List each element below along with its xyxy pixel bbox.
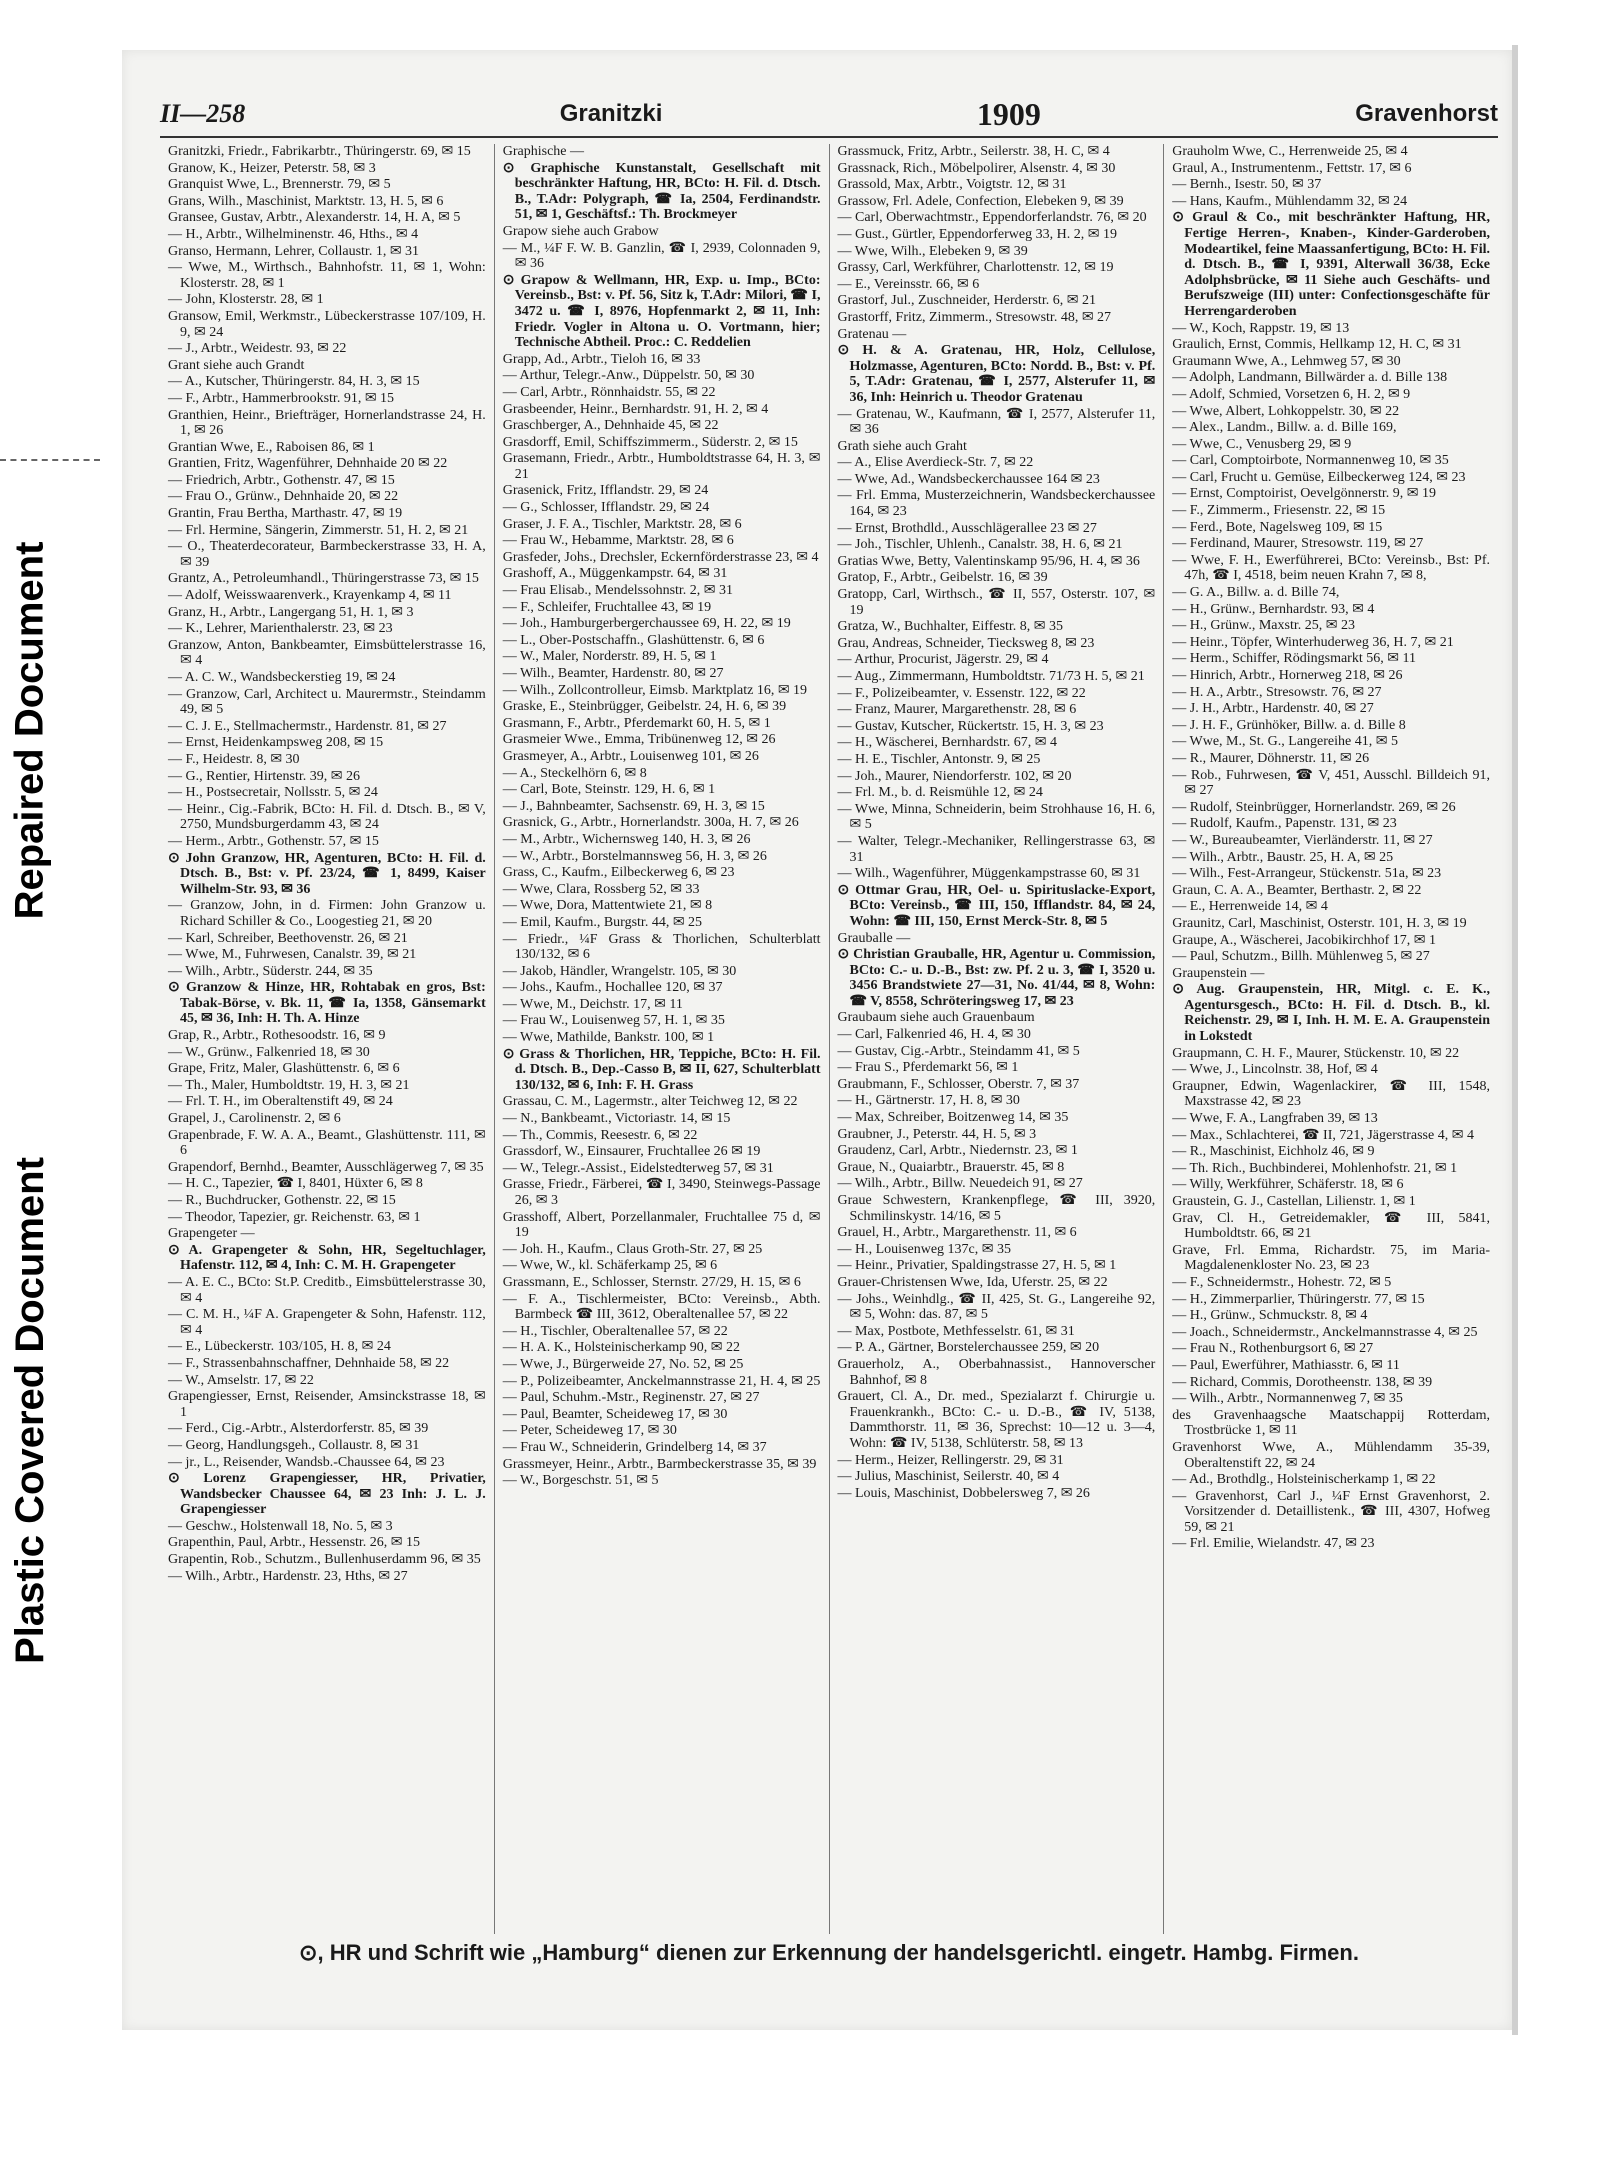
directory-entry: — Frl. T. H., im Oberaltenstift 49, ✉ 24	[168, 1094, 393, 1110]
directory-entry: Grauballe —	[837, 930, 911, 946]
directory-entry: — Rudolf, Steinbrügger, Hornerlandstr. 269, ✉ 26	[1172, 799, 1456, 815]
directory-entry: — Friedr., ¼F Grass & Thorlichen, Schulterblatt 130/132, ✉ 6	[502, 931, 821, 963]
directory-entry: — W., Maler, Norderstr. 89, H. 5, ✉ 1	[502, 649, 717, 665]
directory-entry: Grass, C., Kaufm., Eilbeckerweg 6, ✉ 23	[502, 865, 735, 881]
directory-entry: — Frau W., Hebamme, Marktstr. 28, ✉ 6	[502, 533, 734, 549]
directory-entry: — Gustav, Kutscher, Rückertstr. 15, H. 3, ✉ 23	[837, 718, 1104, 734]
directory-entry: — Herm., Arbtr., Gothenstr. 57, ✉ 15	[168, 833, 379, 849]
directory-entry: — M., ¼F F. W. B. Ganzlin, ☎ I, 2939, Colonnaden 9, ✉ 36	[502, 240, 821, 272]
directory-entry: — H., Grünw., Bernhardstr. 93, ✉ 4	[1172, 601, 1375, 617]
directory-entry: — Wilh., Arbtr., Normannenweg 7, ✉ 35	[1172, 1391, 1403, 1407]
directory-entry: — Wwe, M., Fuhrwesen, Canalstr. 39, ✉ 21	[168, 947, 417, 963]
directory-page	[122, 50, 1512, 2030]
directory-entry: — W., Arbtr., Borstelmannsweg 56, H. 3, ✉ 26	[502, 848, 767, 864]
directory-entry: — J., Bahnbeamter, Sachsenstr. 69, H. 3, ✉ 15	[502, 798, 765, 814]
directory-entry: — Johs., Weinhdlg., ☎ II, 425, St. G., Langereihe 92, ✉ 5, Wohn: das. 87, ✉ 5	[837, 1291, 1156, 1323]
directory-entry: des Gravenhaagsche Maatschappij Rotterdam, Trostbrücke 1, ✉ 11	[1172, 1407, 1490, 1439]
directory-entry: — R., Maurer, Döhnerstr. 11, ✉ 26	[1172, 750, 1370, 766]
directory-entry: — Ferd., Bote, Nagelsweg 109, ✉ 15	[1172, 519, 1383, 535]
directory-entry: — Frau N., Rothenburgsort 6, ✉ 27	[1172, 1341, 1374, 1357]
directory-entry: — Joh., Maurer, Niendorferstr. 102, ✉ 20	[837, 768, 1072, 784]
directory-entry: — H. A. K., Holsteinischerkamp 90, ✉ 22	[502, 1340, 741, 1356]
directory-entry: Gratenau —	[837, 326, 907, 342]
directory-entry: — Wwe, F. A., Langfraben 39, ✉ 13	[1172, 1111, 1378, 1127]
directory-entry: ⊙ Granzow & Hinze, HR, Rohtabak en gros, Bst: Tabak-Börse, v. Bk. 11, ☎ Ia, 1358, Gänsemarkt 45, ✉ 36, Inh: H. Th. A. Hinze	[168, 980, 486, 1027]
repaired-document-label	[8, 470, 52, 990]
directory-entry: ⊙ Ottmar Grau, HR, Oel- u. Spirituslacke-Export, BCto: Vereinsb., ☎ III, 150, Ifflandstr. 84, ✉ 24, Wohn: ☎ III, 150, Ernst Merck-Str. 8, ✉ 5	[837, 882, 1156, 929]
directory-entry: — K., Lehrer, Marienthalerstr. 23, ✉ 23	[168, 621, 393, 637]
cut-line	[0, 459, 100, 461]
directory-entry: — Frau S., Pferdemarkt 56, ✉ 1	[837, 1060, 1019, 1076]
directory-entry: Grant siehe auch Grandt	[168, 357, 305, 373]
directory-entry: Grassnack, Rich., Möbelpolirer, Alsenstr. 4, ✉ 30	[837, 160, 1116, 176]
directory-entry: — Friedrich, Arbtr., Gothenstr. 47, ✉ 15	[168, 472, 395, 488]
directory-entry: — Rob., Fuhrwesen, ☎ V, 451, Ausschl. Billdeich 91, ✉ 27	[1172, 767, 1490, 799]
directory-entry: — Paul, Schutzm., Billh. Mühlenweg 5, ✉ 27	[1172, 949, 1430, 965]
directory-entry: — L., Ober-Postschaffn., Glashüttenstr. 6, ✉ 6	[502, 632, 765, 648]
directory-entry: — E., Vereinsstr. 66, ✉ 6	[837, 276, 980, 292]
directory-entry: — R., Maschinist, Eichholz 46, ✉ 9	[1172, 1144, 1375, 1160]
directory-entry: Grapenthin, Paul, Arbtr., Hessenstr. 26, ✉ 15	[168, 1535, 421, 1551]
directory-entry: — Ernst, Heidenkampsweg 208, ✉ 15	[168, 735, 384, 751]
directory-entry: — Hinrich, Arbtr., Hornerweg 218, ✉ 26	[1172, 668, 1403, 683]
directory-entry: — H., Zimmerparlier, Thüringerstr. 77, ✉ 15	[1172, 1291, 1425, 1307]
directory-entry: — F. A., Tischlermeister, BCto: Vereinsb., Abth. Barmbeck ☎ III, 3612, Oberaltenallee 57, ✉ 22	[502, 1291, 821, 1323]
directory-entry: — Joach., Schneidermstr., Anckelmannstrasse 4, ✉ 25	[1172, 1324, 1478, 1340]
directory-entry: — W., Koch, Rappstr. 19, ✉ 13	[1172, 320, 1350, 336]
directory-entry: — Frl. Emma, Musterzeichnerin, Wandsbeckerchaussee 164, ✉ 23	[837, 488, 1156, 520]
directory-entry: — Wwe, C., Venusberg 29, ✉ 9	[1172, 436, 1352, 452]
directory-entry: Grasmann, F., Arbtr., Pferdemarkt 60, H. 5, ✉ 1	[502, 715, 771, 731]
directory-entry: Grassdorf, W., Einsaurer, Fruchtallee 26 ✉ 19	[502, 1144, 761, 1160]
directory-entry: — P. A., Gärtner, Borstelerchaussee 259, ✉ 20	[837, 1340, 1100, 1356]
directory-entry: — Wilh., Zollcontrolleur, Eimsb. Marktplatz 16, ✉ 19	[502, 682, 808, 698]
directory-entry: Grasse, Friedr., Färberei, ☎ I, 3490, Steinwegs-Passage 26, ✉ 3	[502, 1177, 821, 1208]
directory-entry: Grassmeyer, Heinr., Arbtr., Barmbeckerstrasse 35, ✉ 39	[502, 1456, 817, 1472]
directory-entry: — Peter, Scheideweg 17, ✉ 30	[502, 1423, 677, 1439]
year: 1909	[976, 95, 1041, 132]
directory-entry: — Louis, Maschinist, Dobbelersweg 7, ✉ 26	[837, 1485, 1090, 1501]
directory-entry: ⊙ John Granzow, HR, Agenturen, BCto: H. Fil. d. Dtsch. B., Bst: v. Pf. 23/24, ☎ 1, 8499, Kaiser Wilhelm-Str. 93, ✉ 36	[168, 850, 486, 897]
directory-entry: — Frau Elisab., Mendelssohnstr. 2, ✉ 31	[502, 583, 734, 599]
directory-entry: Granz, H., Arbtr., Langergang 51, H. 1, ✉ 3	[168, 604, 414, 620]
directory-entry: Grauholm Wwe, C., Herrenweide 25, ✉ 4	[1172, 144, 1408, 159]
directory-entry: — Wwe, M., St. G., Langereihe 41, ✉ 5	[1172, 734, 1398, 750]
directory-entry: Grav, Cl. H., Getreidemakler, ☎ III, 5841, Humboldtstr. 66, ✉ 21	[1172, 1210, 1490, 1242]
directory-entry: — G. A., Billw. a. d. Bille 74,	[1172, 585, 1340, 601]
directory-entry: Gratopp, Carl, Wirthsch., ☎ II, 557, Osterstr. 107, ✉ 19	[837, 587, 1156, 618]
directory-entry: — jr., L., Reisender, Wandsb.-Chaussee 64, ✉ 23	[168, 1454, 445, 1470]
directory-entry: Grau, Andreas, Schneider, Tiecksweg 8, ✉ 23	[837, 635, 1095, 651]
directory-entry: — H., Arbtr., Wilhelminenstr. 46, Hths., ✉ 4	[168, 226, 419, 242]
directory-entry: Grap, R., Arbtr., Rothesoodstr. 16, ✉ 9	[168, 1028, 386, 1044]
directory-entry: — John, Klosterstr. 28, ✉ 1	[168, 292, 324, 308]
directory-entry: — Bernh., Isestr. 50, ✉ 37	[1172, 177, 1322, 193]
directory-entry: Graue, N., Quaiarbtr., Brauerstr. 45, ✉ 8	[837, 1159, 1065, 1175]
directory-entry: — W., Grünw., Falkenried 18, ✉ 30	[168, 1044, 370, 1060]
directory-entry: — Jakob, Händler, Wrangelstr. 105, ✉ 30	[502, 963, 737, 979]
directory-entry: Grasfeder, Johs., Drechsler, Eckernförderstrasse 23, ✉ 4	[502, 549, 819, 565]
directory-entry: Grasbeender, Heinr., Bernhardstr. 91, H. 2, ✉ 4	[502, 401, 769, 417]
directory-entry: — Paul, Beamter, Scheideweg 17, ✉ 30	[502, 1406, 728, 1422]
directory-entry: — Franz, Maurer, Margarethenstr. 28, ✉ 6	[837, 702, 1077, 718]
directory-entry: ⊙ H. & A. Gratenau, HR, Holz, Cellulose, Holzmasse, Agenturen, BCto: Nordd. B., Bst: v. Pf. 5, T.Adr: Gratenau, ☎ I, 2577, Alsterufer 11, ✉ 36, Inh: Heinrich u. Theodor Gratenau	[837, 343, 1156, 405]
directory-entry: — F., Strassenbahnschaffner, Dehnhaide 58, ✉ 22	[168, 1355, 450, 1371]
directory-entry: Grauerholz, A., Oberbahnassist., Hannoverscher Bahnhof, ✉ 8	[837, 1356, 1156, 1388]
directory-entry: Graulich, Ernst, Commis, Hellkamp 12, H. C, ✉ 31	[1172, 337, 1462, 353]
directory-entry: — H. A., Arbtr., Stresowstr. 76, ✉ 27	[1172, 684, 1382, 700]
directory-entry: — Hans, Kaufm., Mühlendamm 32, ✉ 24	[1172, 193, 1408, 209]
directory-entry: — Paul, Schuhm.-Mstr., Reginenstr. 27, ✉ 27	[502, 1390, 760, 1406]
directory-entry: ⊙ Lorenz Grapengiesser, HR, Privatier, Wandsbecker Chaussee 64, ✉ 23 Inh: J. L. J. Grapengiesser	[168, 1471, 486, 1518]
directory-entry: Graupmann, C. H. F., Maurer, Stückenstr. 10, ✉ 22	[1172, 1045, 1460, 1061]
directory-entry: — Ad., Brothdlg., Holsteinischerkamp 1, ✉ 22	[1172, 1472, 1436, 1488]
directory-entry: — Alex., Landm., Billw. a. d. Bille 169,	[1172, 420, 1397, 436]
directory-entry: — Wwe, Minna, Schneiderin, beim Strohhause 16, H. 6, ✉ 5	[837, 801, 1156, 833]
directory-entry: — Heinr., Cig.-Fabrik, BCto: H. Fil. d. Dtsch. B., ✉ V, 2750, Mundsburgerdamm 43, ✉ 24	[168, 801, 486, 833]
directory-entry: Graschberger, A., Dehnhaide 45, ✉ 22	[502, 418, 719, 434]
directory-entry: — Aug., Zimmermann, Humboldtstr. 71/73 H. 5, ✉ 21	[837, 669, 1145, 684]
directory-entry: — F., Heidestr. 8, ✉ 30	[168, 751, 300, 767]
directory-entry: — Wilh., Wagenführer, Müggenkampstrasse 60, ✉ 31	[837, 866, 1141, 882]
directory-entry: — Arthur, Telegr.-Anw., Düppelstr. 50, ✉ 30	[502, 368, 755, 384]
directory-entry: Graul, A., Instrumentenm., Fettstr. 17, ✉ 6	[1172, 160, 1412, 176]
directory-entry: — Theodor, Tapezier, gr. Reichenstr. 63, ✉ 1	[168, 1209, 421, 1225]
directory-entry: — Ernst, Comptoirist, Oevelgönnerstr. 9, ✉ 19	[1172, 486, 1436, 502]
plastic-covered-document-text: Plastic Covered Document	[7, 1156, 52, 1664]
directory-entry: Grans, Wilh., Maschinist, Marktstr. 13, H. 5, ✉ 6	[168, 193, 444, 209]
directory-entry: — Frau W., Louisenweg 57, H. 1, ✉ 35	[502, 1013, 725, 1029]
directory-entry: — Rudolf, Kaufm., Papenstr. 131, ✉ 23	[1172, 816, 1397, 832]
directory-entry: — G., Rentier, Hirtenstr. 39, ✉ 26	[168, 768, 360, 784]
directory-entry: — Wwe, Ad., Wandsbeckerchaussee 164 ✉ 23	[837, 471, 1100, 487]
directory-entry: — Julius, Maschinist, Seilerstr. 40, ✉ 4	[837, 1469, 1060, 1485]
directory-entry: Granitzki, Friedr., Fabrikarbtr., Thüringerstr. 69, ✉ 15	[168, 144, 471, 159]
directory-entry: — H., Louisenweg 137c, ✉ 35	[837, 1241, 1011, 1257]
directory-entry: Grasmeyer, A., Arbtr., Louisenweg 101, ✉ 26	[502, 748, 759, 764]
directory-entry: — C. M. H., ¼F A. Grapengeter & Sohn, Hafenstr. 112, ✉ 4	[168, 1307, 486, 1338]
directory-entry: — M., Arbtr., Wichernsweg 140, H. 3, ✉ 26	[502, 831, 751, 847]
column-1	[160, 144, 495, 1934]
directory-entry: Grapel, J., Carolinenstr. 2, ✉ 6	[168, 1111, 341, 1127]
directory-entry: Grauert, Cl. A., Dr. med., Spezialarzt f. Chirurgie u. Frauenkrankh., BCto: C.- u. D.-B., ☎ IV, 5138, Dammthorstr. 11, ✉ 36, Sprechst: 10—12 u. 3—4, Wohn: ☎ IV, 5138, Schlüterstr. 58, ✉ 13	[837, 1389, 1156, 1451]
directory-entry: — N., Bankbeamt., Victoriastr. 14, ✉ 15	[502, 1111, 731, 1127]
directory-entry: Graupe, A., Wäscherei, Jacobikirchhof 17, ✉ 1	[1172, 932, 1437, 948]
directory-entry: — Joh., Hamburgerbergerchaussee 69, H. 22, ✉ 19	[502, 616, 791, 632]
directory-entry: — F., Arbtr., Hammerbrookstr. 91, ✉ 15	[168, 390, 395, 406]
directory-entry: — E., Herrenweide 14, ✉ 4	[1172, 899, 1328, 915]
directory-entry: Grasmeier Wwe., Emma, Tribünenweg 12, ✉ 26	[502, 732, 776, 748]
directory-entry: — F., Schneidermstr., Hohestr. 72, ✉ 5	[1172, 1274, 1392, 1290]
directory-entry: ⊙ Grapow & Wellmann, HR, Exp. u. Imp., BCto: Vereinsb., Bst: v. Pf. 56, Sitz k, T.Adr: Milori, ☎ I, 3472 u. ☎ I, 8976, Hopfenmarkt 2, ✉ 11, Inh: Friedr. Vogler in Altona u. O. Vortmann, hier; Technische Abtheil. Proc.: C. Reddelien	[502, 272, 821, 351]
directory-entry: Grantin, Frau Bertha, Marthastr. 47, ✉ 19	[168, 506, 403, 522]
directory-entry: — H., Tischler, Oberaltenallee 57, ✉ 22	[502, 1323, 728, 1339]
directory-entry: — W., Amselstr. 17, ✉ 22	[168, 1372, 314, 1388]
directory-entry: — Gravenhorst, Carl J., ¼F Ernst Gravenhorst, 2. Vorsitzender d. Detaillistenk., ☎ III, 4307, Hofweg 59, ✉ 21	[1172, 1488, 1490, 1535]
directory-entry: — H., Grünw., Schmuckstr. 8, ✉ 4	[1172, 1308, 1368, 1324]
page-header	[160, 96, 1498, 132]
directory-entry: Granow, K., Heizer, Peterstr. 58, ✉ 3	[168, 160, 376, 176]
directory-entry: — Th., Commis, Reesestr. 6, ✉ 22	[502, 1127, 698, 1143]
directory-entry: Graubner, J., Peterstr. 44, H. 5, ✉ 3	[837, 1126, 1037, 1142]
directory-entry: — Wwe, M., Deichstr. 17, ✉ 11	[502, 996, 683, 1012]
directory-entry: Granthien, Heinr., Briefträger, Hornerlandstrasse 24, H. 1, ✉ 26	[168, 407, 486, 439]
directory-entry: — Ferd., Cig.-Arbtr., Alsterdorferstr. 85, ✉ 39	[168, 1421, 429, 1437]
directory-entry: — H., Postsecretair, Nollsstr. 5, ✉ 24	[168, 785, 378, 801]
directory-entry: — Wilh., Arbtr., Hardenstr. 23, Hths, ✉ 27	[168, 1568, 408, 1584]
directory-entry: — Herm., Heizer, Rellingerstr. 29, ✉ 31	[837, 1452, 1064, 1468]
directory-entry: — Frl. Hermine, Sängerin, Zimmerstr. 51, H. 2, ✉ 21	[168, 522, 469, 538]
directory-entry: — H. C., Tapezier, ☎ I, 8401, Hüxter 6, ✉ 8	[168, 1176, 423, 1192]
directory-entry: — Ferdinand, Maurer, Stresowstr. 119, ✉ 27	[1172, 536, 1424, 552]
directory-entry: Grassmann, E., Schlosser, Sternstr. 27/29, H. 15, ✉ 6	[502, 1274, 801, 1290]
directory-entry: — Heinr., Töpfer, Winterhuderweg 36, H. 7, ✉ 21	[1172, 634, 1454, 650]
directory-entry: — Heinr., Privatier, Spaldingstrasse 27, H. 5, ✉ 1	[837, 1258, 1117, 1274]
directory-entry: — J. H. F., Grünhöker, Billw. a. d. Bille 8	[1172, 717, 1406, 733]
directory-entry: — Adolf, Weisswaarenverk., Krayenkamp 4, ✉ 11	[168, 588, 452, 604]
directory-entry: — E., Lübeckerstr. 103/105, H. 8, ✉ 24	[168, 1339, 391, 1355]
directory-entry: Grath siehe auch Graht	[837, 438, 967, 454]
directory-entry: Graske, E., Steinbrügger, Geibelstr. 24, H. 6, ✉ 39	[502, 699, 787, 715]
directory-entry: Gravenhorst Wwe, A., Mühlendamm 35-39, Oberaltenstift 22, ✉ 24	[1172, 1439, 1490, 1471]
directory-entry: — Carl, Frucht u. Gemüse, Eilbeckerweg 124, ✉ 23	[1172, 469, 1466, 485]
last-entry-name: Gravenhorst	[1355, 100, 1498, 127]
directory-entry: — Frau W., Schneiderin, Grindelberg 14, ✉ 37	[502, 1439, 767, 1455]
directory-entry: Graustein, G. J., Castellan, Lilienstr. 1, ✉ 1	[1172, 1194, 1416, 1209]
directory-entry: — Adolf, Schmied, Vorsetzen 6, H. 2, ✉ 9	[1172, 386, 1411, 402]
header-rule	[160, 136, 1498, 138]
directory-entry: Grassold, Max, Arbtr., Voigtstr. 12, ✉ 31	[837, 177, 1067, 193]
directory-entry: — Granzow, John, in d. Firmen: John Granzow u. Richard Schiller & Co., Loogestieg 21, ✉ 20	[168, 898, 486, 929]
directory-entry: — W., Borgeschstr. 51, ✉ 5	[502, 1473, 659, 1489]
directory-entry: ⊙ Graul & Co., mit beschränkter Haftung, HR, Fertige Herren-, Knaben-, Kinder-Garderoben, Modeartikel, feine Maassanfertigung, BCto: H. Fil. d. Dtsch. B., ☎ I, 9391, Alterwall 36/38, Ecke Adolphsbrücke, ✉ 11 Siehe auch Geschäfts- und Berufszweige (III) unter: Confectionsgeschäfte für Herrengarderoben	[1172, 210, 1490, 319]
directory-entry: — Paul, Ewerführer, Mathiasstr. 6, ✉ 11	[1172, 1357, 1400, 1373]
directory-entry: — Th., Maler, Humboldtstr. 19, H. 3, ✉ 21	[168, 1077, 410, 1093]
column-2	[495, 144, 830, 1934]
directory-entry: Graser, J. F. A., Tischler, Marktstr. 28, ✉ 6	[502, 516, 742, 532]
directory-entry: Gransow, Emil, Werkmstr., Lübeckerstrasse 107/109, H. 9, ✉ 24	[168, 308, 486, 340]
directory-entry: Grauel, H., Arbtr., Margarethenstr. 11, ✉ 6	[837, 1225, 1077, 1241]
directory-entry: Grastorf, Jul., Zuschneider, Herderstr. 6, ✉ 21	[837, 293, 1096, 309]
directory-entry: Grasenick, Fritz, Ifflandstr. 29, ✉ 24	[502, 483, 709, 499]
directory-entry: Graubaum siehe auch Grauenbaum	[837, 1010, 1035, 1026]
directory-entry: — F., Zimmerm., Friesenstr. 22, ✉ 15	[1172, 503, 1386, 519]
directory-entry: — O., Theaterdecorateur, Barmbeckerstrasse 33, H. A, ✉ 39	[168, 539, 486, 570]
directory-entry: — Geschw., Holstenwall 18, No. 5, ✉ 3	[168, 1518, 393, 1534]
directory-entry: Grapow siehe auch Grabow	[502, 223, 659, 239]
directory-entry: ⊙ Grass & Thorlichen, HR, Teppiche, BCto: H. Fil. d. Dtsch. B., Dep.-Casso B, ✉ II, 627, Schulterblatt 130/132, ✉ 6, Inh: F. H. Grass	[502, 1046, 821, 1093]
directory-entry: — Wwe, F. H., Ewerführerei, BCto: Vereinsb., Bst: Pf. 47h, ☎ I, 4518, beim neuen Krahn 7, ✉ 8,	[1172, 552, 1490, 584]
directory-entry: — Richard, Commis, Dorotheenstr. 138, ✉ 39	[1172, 1374, 1433, 1390]
directory-entry: ⊙ Aug. Graupenstein, HR, Mitgl. c. E. K., Agentursgesch., BCto: H. Fil. d. Dtsch. B., kl. Reichenstr. 29, ✉ I, Inh. H. M. E. A. Graupenstein in Lokstedt	[1172, 982, 1490, 1045]
directory-entry: Grasemann, Friedr., Arbtr., Humboldtstrasse 64, H. 3, ✉ 21	[502, 451, 821, 482]
directory-entry: ⊙ Graphische Kunstanstalt, Gesellschaft mit beschränkter Haftung, HR, BCto: H. Fil. d. Dtsch. B., T.Adr: Polygraph, ☎ Ia, 2504, Ferdinandstr. 51, ✉ 1, Geschäftsf.: Th. Brockmeyer	[502, 160, 821, 223]
directory-entry: — Johs., Kaufm., Hochallee 120, ✉ 37	[502, 980, 723, 996]
directory-entry: — H., Grünw., Maxstr. 25, ✉ 23	[1172, 618, 1355, 634]
directory-entry: — Wilh., Fest-Arrangeur, Stückenstr. 51a, ✉ 23	[1172, 866, 1442, 882]
directory-entry: — A. C. W., Wandsbeckerstieg 19, ✉ 24	[168, 670, 396, 685]
directory-entry: — Gustav, Cig.-Arbtr., Steindamm 41, ✉ 5	[837, 1043, 1080, 1059]
entry-columns	[160, 144, 1498, 1934]
directory-entry: — Carl, Comptoirbote, Normannenweg 10, ✉ 35	[1172, 453, 1449, 469]
directory-entry: — J., Arbtr., Weidestr. 93, ✉ 22	[168, 341, 347, 357]
directory-entry: Grastorff, Fritz, Zimmerm., Stresowstr. 48, ✉ 27	[837, 309, 1112, 325]
page-footer: ⊙, HR und Schrift wie „Hamburg“ dienen zur Erkennung der handelsgerichtl. eingetr. Hambg. Firmen.	[299, 1940, 1359, 1965]
directory-entry: — Frau O., Grünw., Dehnhaide 20, ✉ 22	[168, 489, 399, 505]
directory-entry: — Wwe, Dora, Mattentwiete 21, ✉ 8	[502, 898, 713, 914]
directory-entry: — Joh., Tischler, Uhlenh., Canalstr. 38, H. 6, ✉ 21	[837, 537, 1123, 553]
directory-entry: — Wwe, W., kl. Schäferkamp 25, ✉ 6	[502, 1258, 718, 1274]
directory-entry: — Wwe, M., Wirthsch., Bahnhofstr. 11, ✉ 1, Wohn: Klosterstr. 28, ✉ 1	[168, 260, 486, 291]
directory-entry: — P., Polizeibeamter, Anckelmannstrasse 21, H. 4, ✉ 25	[502, 1373, 821, 1389]
directory-entry: — Karl, Schreiber, Beethovenstr. 26, ✉ 21	[168, 930, 408, 946]
directory-entry: — Adolph, Landmann, Billwärder a. d. Bille 138	[1172, 370, 1448, 386]
directory-entry: — Ernst, Brothdld., Ausschlägerallee 23 ✉ 27	[837, 520, 1097, 536]
directory-entry: — Wilh., Arbtr., Billw. Neuedeich 91, ✉ 27	[837, 1176, 1083, 1192]
page-number: II—258	[160, 99, 246, 128]
directory-entry: — Walter, Telegr.-Mechaniker, Rellingerstrasse 63, ✉ 31	[837, 833, 1156, 865]
directory-entry: Graubmann, F., Schlosser, Oberstr. 7, ✉ 37	[837, 1076, 1080, 1092]
directory-entry: — Gust., Gürtler, Eppendorferweg 33, H. 2, ✉ 19	[837, 226, 1117, 242]
directory-entry: Grantian Wwe, E., Raboisen 86, ✉ 1	[168, 439, 375, 455]
directory-entry: — Wwe, Clara, Rossberg 52, ✉ 33	[502, 881, 700, 897]
directory-entry: — Wwe, Mathilde, Bankstr. 100, ✉ 1	[502, 1030, 715, 1046]
directory-entry: — Frl. Emilie, Wielandstr. 47, ✉ 23	[1172, 1536, 1375, 1552]
directory-entry: — A., Kutscher, Thüringerstr. 84, H. 3, ✉ 15	[168, 374, 420, 390]
directory-entry: — Carl, Falkenried 46, H. 4, ✉ 30	[837, 1027, 1031, 1043]
directory-entry: Granzow, Anton, Bankbeamter, Eimsbüttelerstrasse 16, ✉ 4	[168, 637, 486, 669]
directory-entry: — H., Wäscherei, Bernhardstr. 67, ✉ 4	[837, 735, 1057, 751]
directory-entry: Grashoff, A., Müggenkampstr. 64, ✉ 31	[502, 566, 728, 582]
directory-entry: Graupner, Edwin, Wagenlackirer, ☎ III, 1548, Maxstrasse 42, ✉ 23	[1172, 1078, 1490, 1110]
directory-entry: — Wwe, Wilh., Elebeken 9, ✉ 39	[837, 243, 1028, 259]
page-edge	[1512, 45, 1518, 2035]
directory-entry: — Max, Schreiber, Boitzenweg 14, ✉ 35	[837, 1110, 1069, 1126]
directory-entry: Grasdorff, Emil, Schiffszimmerm., Süderstr. 2, ✉ 15	[502, 434, 798, 450]
directory-entry: — Carl, Oberwachtmstr., Eppendorferlandstr. 76, ✉ 20	[837, 210, 1147, 226]
column-4	[1164, 144, 1498, 1934]
directory-entry: — A., Elise Averdieck-Str. 7, ✉ 22	[837, 455, 1034, 471]
directory-entry: Grapengeter —	[168, 1226, 255, 1242]
directory-entry: Grassmuck, Fritz, Arbtr., Seilerstr. 38, H. C, ✉ 4	[837, 144, 1110, 159]
directory-entry: Graunitz, Carl, Maschinist, Osterstr. 101, H. 3, ✉ 19	[1172, 915, 1467, 931]
directory-entry: — Wilh., Beamter, Hardenstr. 80, ✉ 27	[502, 666, 724, 681]
directory-entry: — Wwe, Albert, Lohkoppelstr. 30, ✉ 22	[1172, 403, 1400, 419]
directory-entry: Grassow, Frl. Adele, Confection, Elebeken 9, ✉ 39	[837, 193, 1124, 209]
directory-entry: — H. E., Tischler, Antonstr. 9, ✉ 25	[837, 751, 1041, 767]
directory-entry: Gratop, F., Arbtr., Geibelstr. 16, ✉ 39	[837, 570, 1048, 586]
directory-entry: Grapendorf, Bernhd., Beamter, Ausschlägerweg 7, ✉ 35	[168, 1159, 484, 1175]
directory-entry: — F., Polizeibeamter, v. Essenstr. 122, ✉ 22	[837, 685, 1086, 701]
directory-entry: Gratza, W., Buchhalter, Eiffestr. 8, ✉ 35	[837, 619, 1064, 635]
directory-entry: — F., Schleifer, Fruchtallee 43, ✉ 19	[502, 599, 712, 615]
directory-entry: Grave, Frl. Emma, Richardstr. 75, im Maria-Magdalenenkloster No. 23, ✉ 23	[1172, 1242, 1490, 1274]
directory-entry: Grasshoff, Albert, Porzellanmaler, Fruchtallee 75 d, ✉ 19	[502, 1209, 821, 1241]
directory-entry: Grapengiesser, Ernst, Reisender, Amsinckstrasse 18, ✉ 1	[168, 1389, 486, 1420]
directory-entry: — Wwe, J., Bürgerweide 27, No. 52, ✉ 25	[502, 1356, 744, 1372]
directory-entry: Grapp, Ad., Arbtr., Tieloh 16, ✉ 33	[502, 351, 701, 367]
directory-entry: — H., Gärtnerstr. 17, H. 8, ✉ 30	[837, 1093, 1020, 1109]
directory-entry: Grassy, Carl, Werkführer, Charlottenstr. 12, ✉ 19	[837, 260, 1114, 276]
directory-entry: — Max, Postbote, Methfesselstr. 61, ✉ 31	[837, 1323, 1075, 1339]
directory-entry: Graudenz, Carl, Arbtr., Niedernstr. 23, ✉ 1	[837, 1143, 1078, 1159]
directory-entry: — W., Telegr.-Assist., Eidelstedterweg 57, ✉ 31	[502, 1160, 774, 1176]
directory-entry: Graumann Wwe, A., Lehmweg 57, ✉ 30	[1172, 353, 1401, 369]
directory-entry: — Georg, Handlungsgeh., Collaustr. 8, ✉ 31	[168, 1437, 420, 1453]
repaired-document-text: Repaired Document	[7, 541, 52, 919]
directory-entry: — W., Bureaubeamter, Vierländerstr. 11, ✉ 27	[1172, 832, 1433, 848]
directory-entry: — Wwe, J., Lincolnstr. 38, Hof, ✉ 4	[1172, 1062, 1378, 1078]
plastic-covered-document-label	[8, 1120, 52, 1700]
directory-entry: — J. H., Arbtr., Hardenstr. 40, ✉ 27	[1172, 701, 1374, 717]
directory-entry: — A., Steckelhörn 6, ✉ 8	[502, 765, 647, 781]
directory-entry: — Wilh., Arbtr., Süderstr. 244, ✉ 35	[168, 963, 373, 979]
directory-entry: — Th. Rich., Buchbinderei, Mohlenhofstr. 21, ✉ 1	[1172, 1160, 1458, 1176]
directory-entry: — Gratenau, W., Kaufmann, ☎ I, 2577, Alsterufer 11, ✉ 36	[837, 406, 1156, 438]
first-entry-name: Granitzki	[559, 100, 663, 127]
directory-entry: — A. E. C., BCto: St.P. Creditb., Eimsbüttelerstrasse 30, ✉ 4	[168, 1274, 486, 1306]
directory-entry: Graupenstein —	[1172, 965, 1265, 981]
directory-entry: Grauer-Christensen Wwe, Ida, Uferstr. 25, ✉ 22	[837, 1274, 1108, 1290]
directory-entry: Grassau, C. M., Lagermstr., alter Teichweg 12, ✉ 22	[502, 1094, 798, 1110]
directory-entry: — G., Schlosser, Ifflandstr. 29, ✉ 24	[502, 500, 710, 516]
directory-entry: — Frl. M., b. d. Reismühle 12, ✉ 24	[837, 785, 1043, 801]
directory-entry: Grape, Fritz, Maler, Glashüttenstr. 6, ✉ 6	[168, 1061, 400, 1077]
directory-entry: Graphische —	[502, 144, 585, 159]
directory-entry: — C. J. E., Stellmachermstr., Hardenstr. 81, ✉ 27	[168, 718, 447, 734]
directory-entry: Granso, Hermann, Lehrer, Collaustr. 1, ✉ 31	[168, 243, 420, 259]
directory-entry: Grapentin, Rob., Schutzm., Bullenhuserdamm 96, ✉ 35	[168, 1552, 481, 1568]
directory-entry: Graun, C. A. A., Beamter, Berthastr. 2, ✉ 22	[1172, 882, 1422, 898]
directory-entry: Grapenbrade, F. W. A. A., Beamt., Glashüttenstr. 111, ✉ 6	[168, 1127, 486, 1159]
column-3	[830, 144, 1165, 1934]
directory-entry: — Wilh., Arbtr., Baustr. 25, H. A, ✉ 25	[1172, 849, 1394, 865]
directory-entry: Grantien, Fritz, Wagenführer, Dehnhaide 20 ✉ 22	[168, 456, 448, 472]
directory-entry: — Granzow, Carl, Architect u. Maurermstr., Steindamm 49, ✉ 5	[168, 686, 486, 718]
directory-entry: Granquist Wwe, L., Brennerstr. 79, ✉ 5	[168, 177, 391, 193]
directory-entry: — Joh. H., Kaufm., Claus Groth-Str. 27, ✉ 25	[502, 1241, 763, 1257]
directory-entry: — Willy, Werkführer, Schäferstr. 18, ✉ 6	[1172, 1177, 1404, 1193]
directory-entry: ⊙ A. Grapengeter & Sohn, HR, Segeltuchlager, Hafenstr. 112, ✉ 4, Inh: C. M. H. Grapengeter	[168, 1242, 486, 1274]
directory-entry: — R., Buchdrucker, Gothenstr. 22, ✉ 15	[168, 1193, 396, 1208]
directory-entry: — Max., Schlachterei, ☎ II, 721, Jägerstrasse 4, ✉ 4	[1172, 1127, 1474, 1143]
directory-entry: ⊙ Christian Grauballe, HR, Agentur u. Commission, BCto: C.- u. D.-B., Bst: zw. Pf. 2 u. 3, ☎ I, 3520 u. 3456 Brandstwiete 27—31, No. 41/44, ✉ 8, Wohn: ☎ V, 8558, Schröteringsweg 17, ✉ 23	[837, 947, 1156, 1009]
directory-entry: — Herm., Schiffer, Rödingsmarkt 56, ✉ 11	[1172, 651, 1416, 667]
directory-entry: Gransee, Gustav, Arbtr., Alexanderstr. 14, H. A, ✉ 5	[168, 210, 461, 226]
directory-entry: Grantz, A., Petroleumhandl., Thüringerstrasse 73, ✉ 15	[168, 571, 479, 587]
directory-entry: Graue Schwestern, Krankenpflege, ☎ III, 3920, Schmilinskystr. 14/16, ✉ 5	[837, 1193, 1156, 1224]
directory-entry: — Arthur, Procurist, Jägerstr. 29, ✉ 4	[837, 652, 1049, 668]
directory-entry: Gratias Wwe, Betty, Valentinskamp 95/96, H. 4, ✉ 36	[837, 553, 1140, 569]
directory-entry: Grasnick, G., Arbtr., Hornerlandstr. 300a, H. 7, ✉ 26	[502, 815, 799, 831]
directory-entry: — Emil, Kaufm., Burgstr. 44, ✉ 25	[502, 914, 703, 930]
directory-entry: — Carl, Arbtr., Rönnhaidstr. 55, ✉ 22	[502, 384, 716, 400]
directory-entry: — Carl, Bote, Steinstr. 129, H. 6, ✉ 1	[502, 782, 716, 798]
